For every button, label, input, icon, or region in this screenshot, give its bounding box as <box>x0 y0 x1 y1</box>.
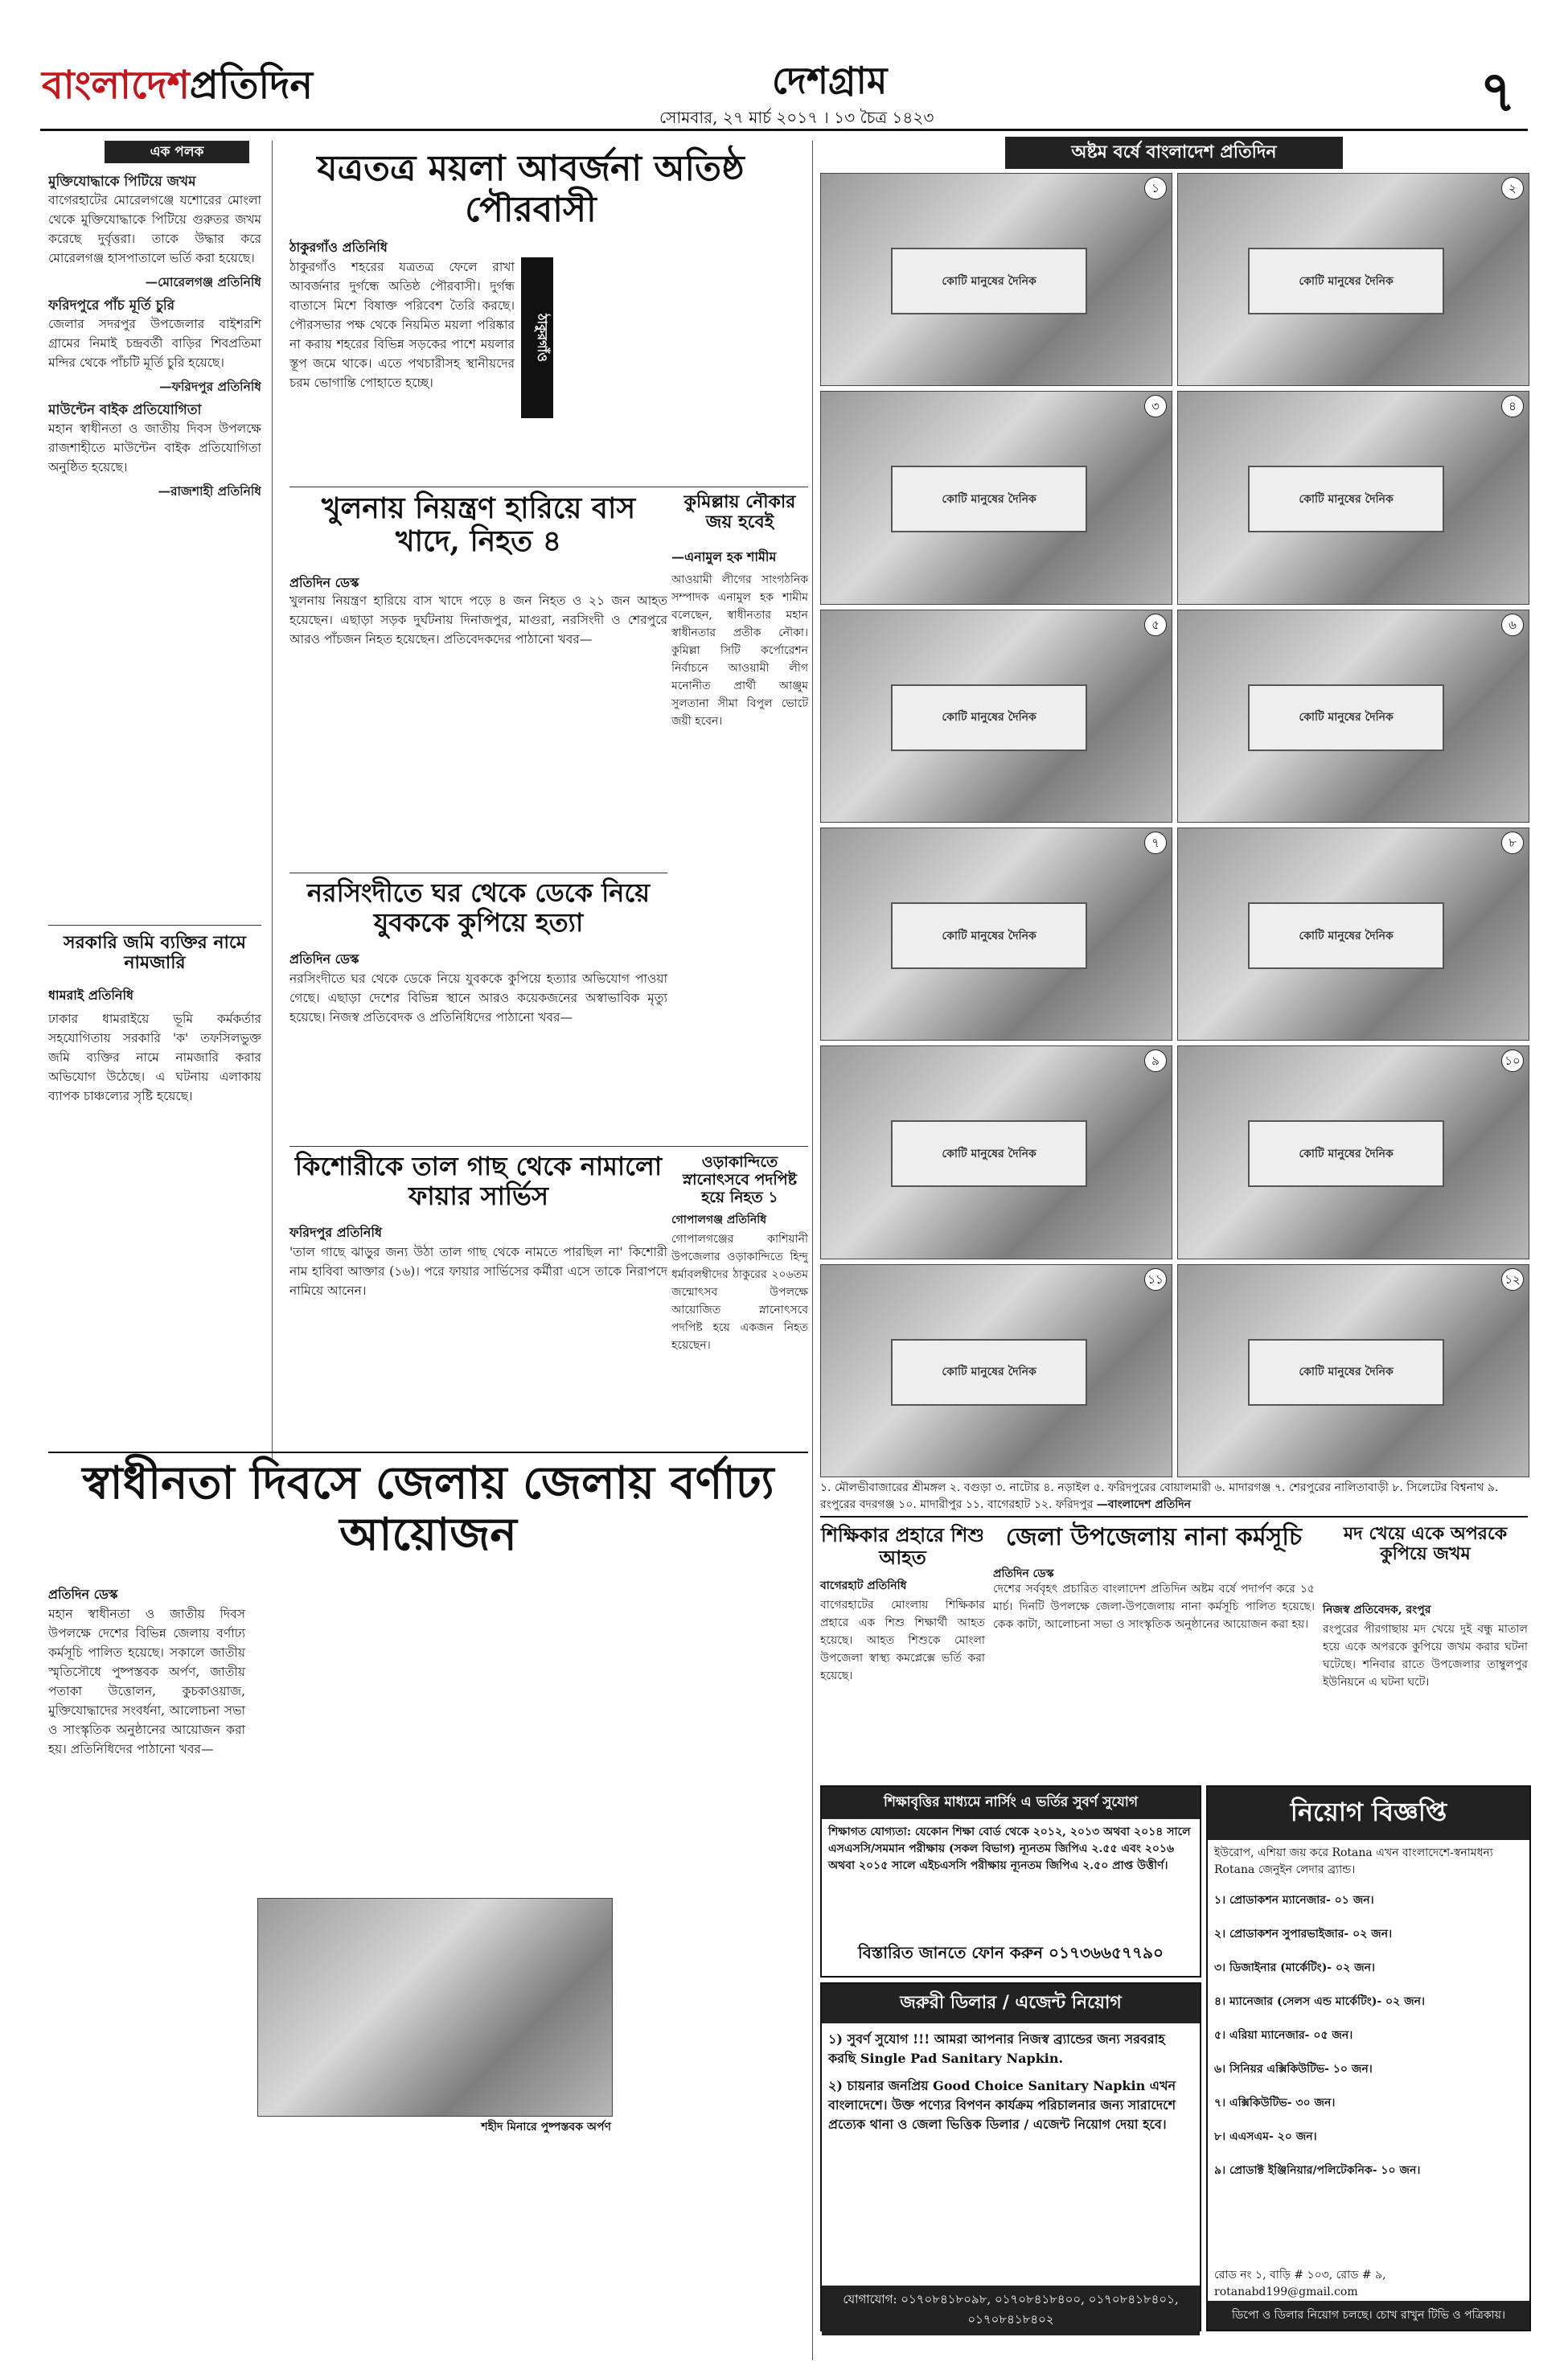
headline-story-2: খুলনায় নিয়ন্ত্রণ হারিয়ে বাস খাদে, নিহত ৪ <box>321 491 636 559</box>
photo-banner: কোটি মানুষের দৈনিক <box>891 1339 1087 1406</box>
photo-banner: কোটি মানুষের দৈনিক <box>1248 466 1444 532</box>
body-story-3: আওয়ামী লীগের সাংগঠনিক সম্পাদক এনামুল হক শামীম বলেছেন, স্বাধীনতার মহান স্বাধীনতার প্রতীক নৌকা। কুমিল্লা সিটি কর্পোরেশন নির্বাচনে আওয়ামী লীগ মনোনীত প্রার্থী আঞ্জুম সুলতানা সীমা বিপুল ভোটে জয়ী হবেন। <box>671 573 808 728</box>
anniversary-header: অষ্টম বর্ষে বাংলাদেশ প্রতিদিন <box>1005 137 1343 169</box>
job-position: ৩। ডিজাইনার (মার্কেটিং)- ০২ জন। <box>1214 1961 1375 1974</box>
headline-story-10: মদ খেয়ে একে অপরকে কুপিয়ে জখম <box>1343 1523 1508 1565</box>
logo-word-1: বাংলাদেশ <box>42 63 190 108</box>
story-body-land: ঢাকার ধামরাইয়ে ভূমি কর্মকর্তার সহযোগিতায় সরকারি 'ক' তফসিলভুক্ত জমি ব্যক্তির নামে নামজারি করার অভিযোগ উঠেছে। এ ঘটনায় এলাকায় ব্যাপক চাঞ্চল্যের সৃষ্টি হয়েছে। <box>48 1012 261 1103</box>
divider <box>48 1452 808 1453</box>
headline-story-4: নরসিংদীতে ঘর থেকে ডেকে নিয়ে যুবককে কুপিয়ে হত্যা <box>306 877 651 938</box>
anniversary-photo <box>820 173 1172 386</box>
photo-banner: কোটি মানুষের দৈনিক <box>891 1120 1087 1187</box>
masthead-logo <box>42 56 313 120</box>
brief-title-3: মাউন্টেন বাইক প্রতিযোগিতা <box>48 402 202 418</box>
story-byline-land: ধামরাই প্রতিনিধি <box>48 988 134 1003</box>
ad-nursing-title: শিক্ষাবৃত্তির মাধ্যমে নার্সিং এ ভর্তির সুবর্ণ সুযোগ <box>822 1787 1200 1819</box>
column-rule <box>812 141 813 2360</box>
anniversary-photo <box>1177 828 1529 1041</box>
ad-dealer-contact: যোগাযোগ: ০১৭০৮৪১৮০৯৮, ০১৭০৮৪১৮৪০০, ০১৭০৮৪১৮৪০১, ০১৭০৮৪১৮৪০২ <box>822 2286 1200 2335</box>
photo-number: ১০ <box>1501 1049 1524 1072</box>
anniversary-photo <box>1177 610 1529 823</box>
ad-dealer-title: জরুরী ডিলার / এজেন্ট নিয়োগ <box>822 1984 1200 2023</box>
brief-body-3: মহান স্বাধীনতা ও জাতীয় দিবস উপলক্ষে রাজশাহীতে মাউন্টেন বাইক প্রতিযোগিতা অনুষ্ঠিত হয়েছে। <box>48 421 261 474</box>
anniversary-credit: —বাংলাদেশ প্রতিদিন <box>1096 1498 1191 1511</box>
brief-credit-3: —রাজশাহী প্রতিনিধি <box>158 483 261 499</box>
job-position: ৯। প্রোডাক্ট ইঞ্জিনিয়ার/পলিটেকনিক- ১০ জন। <box>1214 2164 1421 2177</box>
ek-polok-header <box>48 141 261 165</box>
photo-banner: কোটি মানুষের দৈনিক <box>1248 684 1444 751</box>
byline-story-5: ফরিদপুর প্রতিনিধি <box>289 1225 382 1240</box>
masthead-rule <box>40 129 1528 131</box>
byline-story-8: বাগেরহাট প্রতিনিধি <box>820 1579 907 1592</box>
story-7-photo <box>257 1898 613 2117</box>
body-story-1-cont <box>563 257 804 483</box>
anniversary-photo <box>1177 1045 1529 1259</box>
headline-story-8: শিক্ষিকার প্রহারে শিশু আহত <box>820 1523 985 1569</box>
body-story-7-col-4 <box>619 1604 808 2328</box>
anniversary-photo <box>820 610 1172 823</box>
column-rule <box>272 141 273 1460</box>
photo-number: ৮ <box>1501 832 1524 854</box>
photo-number: ৭ <box>1144 832 1167 854</box>
tag-story-1: ঠাকুরগাঁও <box>521 257 553 418</box>
photo-number: ৪ <box>1501 395 1524 417</box>
job-position: ২। প্রোডাকশন সুপারভাইজার- ০২ জন। <box>1214 1928 1393 1941</box>
body-story-7-col-1: মহান স্বাধীনতা ও জাতীয় দিবস উপলক্ষে দেশের বিভিন্ন জেলায় বর্ণাঢ্য কর্মসূচি পালিত হয়েছে। সকালে জাতীয় স্মৃতিসৌধে পুষ্পস্তবক অর্পণ, জাতীয় পতাকা উত্তোলন, কুচকাওয়াজ, মুক্তিযোদ্ধাদের সংবর্ধনা, আলোচনা সভা ও সাংস্কৃতিক অনুষ্ঠানের আয়োজন করা হয়। প্রতিনিধিদের পাঠানো খবর— <box>48 1607 245 1756</box>
photo-number: ৩ <box>1144 395 1167 417</box>
body-story-10: রংপুরের পীরগাছায় মদ খেয়ে দুই বন্ধু মাতাল হয়ে একে অপরকে কুপিয়ে জখম করার ঘটনা ঘটেছে। শনিবার রাতে উপজেলার তাম্বুলপুর ইউনিয়নে এ ঘটনা ঘটে। <box>1323 1623 1528 1689</box>
anniversary-photo-grid <box>820 173 1528 1476</box>
headline-story-5: কিশোরীকে তাল গাছ থেকে নামালো ফায়ার সার্ভিস <box>294 1151 663 1211</box>
photo-number: ৫ <box>1144 614 1167 636</box>
body-story-8: বাগেরহাটের মোংলায় শিক্ষিকার প্রহারে এক শিশু শিক্ষার্থী আহত হয়েছে। আহত শিশুকে মোংলা উপজেলা স্বাস্থ্য কমপ্লেক্সে ভর্তি করা হয়েছে। <box>820 1599 985 1682</box>
ad-nursing <box>820 1785 1201 1978</box>
job-position: ৫। এরিয়া ম্যানেজার- ০৫ জন। <box>1214 2029 1353 2042</box>
story-title-land: সরকারি জমি ব্যক্তির নামে নামজারি <box>64 932 246 974</box>
photo-banner: কোটি মানুষের দৈনিক <box>1248 248 1444 314</box>
ad-jobs-intro: ইউরোপ, এশিয়া জয় করে Rotana এখন বাংলাদেশে-স্বনামধন্য Rotana জেনুইন লেদার ব্র্যান্ড। <box>1214 1846 1493 1876</box>
headline-story-3: কুমিল্লায় নৌকার জয় হবেই <box>683 491 796 533</box>
ad-dealer-line-1: ১) সুবর্ণ সুযোগ !!! আমরা আপনার নিজস্ব ব্র্যান্ডের জন্য সরবরাহ করছি Single Pad Sanitary Napkin. <box>828 2031 1165 2066</box>
ad-nursing-contact: বিস্তারিত জানতে ফোন করুন ০১৭৩৬৬৫৭৭৯০ <box>858 1943 1164 1962</box>
byline-story-7: প্রতিদিন ডেস্ক <box>48 1587 118 1602</box>
ad-jobs-title: নিয়োগ বিজ্ঞপ্তি <box>1208 1787 1529 1840</box>
date-line: সোমবার, ২৭ মার্চ ২০১৭ । ১৩ চৈত্র ১৪২৩ <box>659 108 934 127</box>
section-name: দেশগ্রাম <box>772 59 888 102</box>
brief-body-1: বাগেরহাটের মোরেলগঞ্জে যশোরের মোংলা থেকে মুক্তিযোদ্ধাকে পিটিয়ে গুরুতর জখম করেছে দুর্বৃত্তরা। তাকে উদ্ধার করে মোরেলগঞ্জ হাসপাতালে ভর্তি করা হয়েছে। <box>48 193 261 265</box>
ad-dealer-body <box>822 2023 1200 2286</box>
ad-jobs-footer: ডিপো ও ডিলার নিয়োগ চলছে। চোখ রাখুন টিভি ও পত্রিকায়। <box>1208 2301 1529 2330</box>
divider <box>820 1516 1528 1518</box>
photo-banner: কোটি মানুষের দৈনিক <box>891 248 1087 314</box>
photo-banner: কোটি মানুষের দৈনিক <box>1248 902 1444 969</box>
photo-number: ১২ <box>1501 1268 1524 1291</box>
photo-banner: কোটি মানুষের দৈনিক <box>891 466 1087 532</box>
job-position: ৭। এক্সিকিউটিভ- ৩০ জন। <box>1214 2097 1336 2109</box>
anniversary-photo <box>820 391 1172 604</box>
brief-body-2: জেলার সদরপুর উপজেলার বাইশরশি গ্রামের নিমাই চন্দ্রবর্তী বাড়ির শিবপ্রতিমা মন্দির থেকে পাঁচটি মূর্তি চুরি হয়েছে। <box>48 317 261 370</box>
brief-title-2: ফরিদপুরে পাঁচ মূর্তি চুরি <box>48 298 175 314</box>
page-number: ৭ <box>1480 58 1517 125</box>
photo-number: ১ <box>1144 177 1167 199</box>
brief-credit-1: —মোরেলগঞ্জ প্রতিনিধি <box>145 274 261 290</box>
headline-story-1: যত্রতত্র ময়লা আবর্জনা অতিষ্ঠ পৌরবাসী <box>317 148 745 230</box>
photo-banner: কোটি মানুষের দৈনিক <box>891 684 1087 751</box>
job-position: ৪। ম্যানেজার (সেলস এন্ড মার্কেটিং)- ০২ জন। <box>1214 1995 1425 2008</box>
body-story-4: নরসিংদীতে ঘর থেকে ডেকে নিয়ে যুবককে কুপিয়ে হত্যার অভিযোগ পাওয়া গেছে। এছাড়া দেশের বিভিন্ন স্থানে আরও কয়েকজনের অস্বাভাবিক মৃত্যু হয়েছে। নিজস্ব প্রতিবেদক ও প্রতিনিধিদের পাঠানো খবর— <box>289 971 667 1025</box>
body-story-1: ঠাকুরগাঁও শহরের যত্রতত্র ফেলে রাখা আবর্জনার দুর্গন্ধে অতিষ্ঠ পৌরবাসী। দুর্গন্ধ বাতাসে মিশে বিষাক্ত পরিবেশ তৈরি করছে। পৌরসভার পক্ষ থেকে নিয়মিত ময়লা পরিষ্কার না করায় শহরের বিভিন্ন সড়কের পাশে ময়লার স্তূপ জমে থাকে। এতে পথচারীসহ স্থানীয়দের চরম ভোগান্তি পোহাতে হচ্ছে। <box>289 260 515 390</box>
byline-story-4: প্রতিদিন ডেস্ক <box>289 951 359 967</box>
anniversary-photo <box>1177 391 1529 604</box>
photo-number: ১১ <box>1144 1268 1167 1291</box>
anniversary-photo <box>820 828 1172 1041</box>
photo-banner: কোটি মানুষের দৈনিক <box>1248 1120 1444 1187</box>
anniversary-caption <box>820 1480 1528 1514</box>
body-story-6: গোপালগঞ্জের কাশিয়ানী উপজেলার ওড়াকান্দিতে হিন্দু ধর্মাবলম্বীদের ঠাকুরের ২০৬তম জন্মোৎসব উপলক্ষে আয়োজিত স্নানোৎসবে পদপিষ্ট হয়ে একজন নিহত হয়েছেন। <box>671 1233 808 1352</box>
anniversary-photo <box>820 1264 1172 1477</box>
ad-jobs-contact: রোড নং ১, বাড়ি # ১০৩, রোড # ৯, rotanabd199@gmail.com <box>1214 2269 1386 2298</box>
photo-number: ৬ <box>1501 614 1524 636</box>
body-story-7-col-3 <box>454 1604 611 1894</box>
byline-story-6: গোপালগঞ্জ প্রতিনিধি <box>671 1214 767 1226</box>
byline-story-2: প্রতিদিন ডেস্ক <box>289 575 359 590</box>
headline-story-6: ওড়াকান্দিতে স্নানোৎসবে পদপিষ্ট হয়ে নিহত ১ <box>682 1153 798 1206</box>
photo-banner: কোটি মানুষের দৈনিক <box>1248 1339 1444 1406</box>
brief-title-1: মুক্তিযোদ্ধাকে পিটিয়ে জখম <box>48 174 196 190</box>
job-position: ১। প্রোডাকশন ম্যানেজার- ০১ জন। <box>1214 1894 1374 1907</box>
body-story-5: 'তাল গাছে ঝাড়ুর জন্য উঠা তাল গাছ থেকে নামতে পারছিল না' কিশোরী নাম হাবিবা আক্তার (১৬)। পরে ফায়ার সার্ভিসের কর্মীরা এসে তাকে নিরাপদে নামিয়ে আনেন। <box>289 1245 667 1298</box>
ad-jobs-positions <box>1208 1883 1529 2187</box>
ad-jobs <box>1206 1785 1531 2331</box>
ad-dealer-line-2: ২) চায়নার জনপ্রিয় Good Choice Sanitary Napkin এখন বাংলাদেশে। উক্ত পণ্যের বিপণন কার্যক্রম পরিচালনার জন্য সারাদেশে প্রত্যেক থানা ও জেলা ভিত্তিক ডিলার / এজেন্ট নিয়োগ দেয়া হবে। <box>828 2078 1176 2132</box>
job-position: ৬। সিনিয়র এক্সিকিউটিভ- ১০ জন। <box>1214 2063 1373 2076</box>
anniversary-photo <box>1177 1264 1529 1477</box>
anniversary-photo <box>1177 173 1529 386</box>
brief-credit-2: —ফরিদপুর প্রতিনিধি <box>159 379 261 394</box>
body-story-9: দেশের সর্ববৃহৎ প্রচারিত বাংলাদেশ প্রতিদিন অষ্টম বর্ষে পদার্পণ করে ১৫ মার্চ। দিনটি উপলক্ষে জেলা-উপজেলায় নানা কর্মসূচি পালিত হয়েছে। কেক কাটা, আলোচনা সভা ও সাংস্কৃতিক অনুষ্ঠানের আয়োজন করা হয়। <box>993 1583 1315 1631</box>
headline-story-9: জেলা উপজেলায় নানা কর্মসূচি <box>1005 1523 1303 1551</box>
anniversary-photo <box>820 1045 1172 1259</box>
ad-dealer <box>820 1982 1201 2331</box>
body-story-2: খুলনায় নিয়ন্ত্রণ হারিয়ে বাস খাদে পড়ে ৪ জন নিহত ও ২১ জন আহত হয়েছেন। এছাড়া সড়ক দুর্ঘটনায় দিনাজপুর, মাগুরা, নরসিংদী ও শেরপুরে আরও পাঁচজন নিহত হয়েছেন। প্রতিবেদকদের পাঠানো খবর— <box>289 594 667 647</box>
divider <box>48 925 261 926</box>
job-position: ৮। এএসএম- ২০ জন। <box>1214 2130 1317 2143</box>
byline-story-1: ঠাকুরগাঁও প্রতিনিধি <box>289 240 388 255</box>
photo-number: ৯ <box>1144 1049 1167 1072</box>
logo-word-2: প্রতিদিন <box>189 63 314 108</box>
byline-story-9: প্রতিদিন ডেস্ক <box>993 1567 1054 1580</box>
photo-banner: কোটি মানুষের দৈনিক <box>891 902 1087 969</box>
anniversary-caption-text: ১. মৌলভীবাজারের শ্রীমঙ্গল ২. বগুড়া ৩. নাটোর ৪. নড়াইল ৫. ফরিদপুরের বোয়ালমারী ৬. মাদারগঞ্জ ৭. শেরপুরের নালিতাবাড়ী ৮. সিলেটের বিশ্বনাথ ৯. রংপুরের বদরগঞ্জ ১০. মাদারীপুর ১১. বাগেরহাট ১২. ফরিদপুর <box>820 1481 1499 1511</box>
byline-story-3: —এনামুল হক শামীম <box>671 549 777 565</box>
divider <box>289 1146 808 1147</box>
ek-polok-label: এক পলক <box>105 141 249 163</box>
photo-number: ২ <box>1501 177 1524 199</box>
headline-story-7: স্বাধীনতা দিবসে জেলায় জেলায় বর্ণাঢ্য আয়োজন <box>82 1456 774 1562</box>
story-7-photo-caption: শহীদ মিনারে পুষ্পস্তবক অর্পণ <box>481 2121 611 2134</box>
ad-nursing-body: শিক্ষাগত যোগ্যতা: যেকোন শিক্ষা বোর্ড থেকে ২০১২, ২০১৩ অথবা ২০১৪ সালে এসএসসি/সমমান পরীক্ষায় (সকল বিভাগ) ন্যূনতম জিপিএ ২.৫৫ এবং ২০১৬ অথবা ২০১৫ সালে এইচএসসি পরীক্ষায় ন্যূনতম জিপিএ ২.৫০ প্রাপ্ত উত্তীর্ণ। <box>828 1826 1191 1872</box>
byline-story-10: নিজস্ব প্রতিবেদক, রংপুর <box>1323 1604 1431 1616</box>
